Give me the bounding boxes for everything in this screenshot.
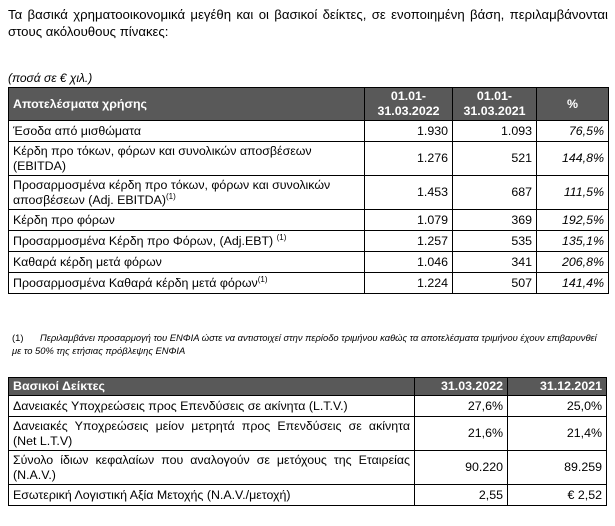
ratio-value-2021: € 2,52 — [508, 485, 607, 506]
row-label: Προσαρμοσμένα Καθαρά κέρδη μετά φόρων$^{(1)}$ — [9, 273, 365, 294]
row-label: Έσοδα από μισθώματα — [9, 121, 365, 142]
row-value-2021: 507 — [453, 273, 537, 294]
row-label: Κέρδη προ τόκων, φόρων και συνολικών αποσβέσεων (EBITDA) — [9, 142, 365, 176]
row-value-2022: 1.930 — [365, 121, 453, 142]
table-row — [9, 252, 609, 273]
table-row — [9, 210, 609, 231]
table-row — [9, 142, 609, 176]
row-value-2021: 369 — [453, 210, 537, 231]
row-value-2022: 1.276 — [365, 142, 453, 176]
table-row — [9, 176, 609, 210]
ratio-value-2021: 21,4% — [508, 417, 607, 451]
row-value-2021: 521 — [453, 142, 537, 176]
results-header-col1: 01.01-31.03.2022 — [365, 88, 453, 121]
table-row — [9, 451, 607, 485]
footnote — [12, 332, 608, 357]
results-table — [8, 87, 609, 294]
row-change-pct: 206,8% — [537, 252, 609, 273]
table-row — [9, 396, 607, 417]
units-note: (ποσά σε € χιλ.) — [8, 71, 93, 85]
row-label: Προσαρμοσμένα κέρδη προ τόκων, φόρων και συνολικών αποσβέσεων (Adj. EBITDA)$^{(1)}$ — [9, 176, 365, 210]
table-row — [9, 485, 607, 506]
row-value-2022: 1.224 — [365, 273, 453, 294]
row-change-pct: 135,1% — [537, 231, 609, 252]
results-header-pct: % — [537, 88, 609, 121]
ratios-header-col2: 31.12.2021 — [508, 378, 607, 396]
table-row — [9, 417, 607, 451]
row-label: Κέρδη προ φόρων — [9, 210, 365, 231]
footnote-mark: (1) — [12, 332, 24, 343]
row-value-2022: 1.257 — [365, 231, 453, 252]
table-row — [9, 231, 609, 252]
row-value-2021: 341 — [453, 252, 537, 273]
footnote-text: Περιλαμβάνει προσαρμογή του ΕΝΦΙΑ ώστε να αντιστοιχεί στην περίοδο τριμήνου καθώς τα αποτελέσματα τριμήνου έχουν επιβαρυνθεί με το 50% της ετήσιας πρόβλεψης ΕΝΦΙΑ — [12, 332, 597, 356]
row-change-pct: 141,4% — [537, 273, 609, 294]
results-header-label: Αποτελέσματα χρήσης — [9, 88, 365, 121]
ratios-header-row — [9, 378, 607, 396]
row-label: Προσαρμοσμένα Κέρδη προ Φόρων, (Adj.EBT) $^{(1)}$ — [9, 231, 365, 252]
ratio-value-2022: 2,55 — [415, 485, 508, 506]
row-change-pct: 192,5% — [537, 210, 609, 231]
ratio-label: Δανειακές Υποχρεώσεις προς Επενδύσεις σε ακίνητα (L.T.V.) — [9, 396, 415, 417]
row-value-2021: 1.093 — [453, 121, 537, 142]
ratio-value-2022: 90.220 — [415, 451, 508, 485]
row-change-pct: 144,8% — [537, 142, 609, 176]
results-header-row — [9, 88, 609, 121]
ratio-value-2021: 89.259 — [508, 451, 607, 485]
row-value-2022: 1.046 — [365, 252, 453, 273]
intro-paragraph: Τα βασικά χρηματοοικονομικά μεγέθη και οι βασικοί δείκτες, σε ενοποιημένη βάση, περιλαμβάνονται στους ακόλουθους πίνακες: — [8, 7, 608, 39]
results-header-col2: 01.01-31.03.2021 — [453, 88, 537, 121]
ratios-header-col1: 31.03.2022 — [415, 378, 508, 396]
row-change-pct: 111,5% — [537, 176, 609, 210]
ratio-label: Εσωτερική Λογιστική Αξία Μετοχής (N.A.V./μετοχή) — [9, 485, 415, 506]
row-value-2021: 535 — [453, 231, 537, 252]
ratio-value-2022: 27,6% — [415, 396, 508, 417]
row-value-2022: 1.079 — [365, 210, 453, 231]
ratio-label: Δανειακές Υποχρεώσεις μείον μετρητά προς Επενδύσεις σε ακίνητα (Net L.T.V) — [9, 417, 415, 451]
row-change-pct: 76,5% — [537, 121, 609, 142]
ratio-value-2022: 21,6% — [415, 417, 508, 451]
table-row — [9, 273, 609, 294]
row-value-2022: 1.453 — [365, 176, 453, 210]
ratio-label: Σύνολο ίδιων κεφαλαίων που αναλογούν σε μετόχους της Εταιρείας (N.A.V.) — [9, 451, 415, 485]
ratios-table — [8, 377, 607, 506]
row-value-2021: 687 — [453, 176, 537, 210]
row-label: Καθαρά κέρδη μετά φόρων — [9, 252, 365, 273]
ratios-header-label: Βασικοί Δείκτες — [9, 378, 415, 396]
ratio-value-2021: 25,0% — [508, 396, 607, 417]
table-row — [9, 121, 609, 142]
